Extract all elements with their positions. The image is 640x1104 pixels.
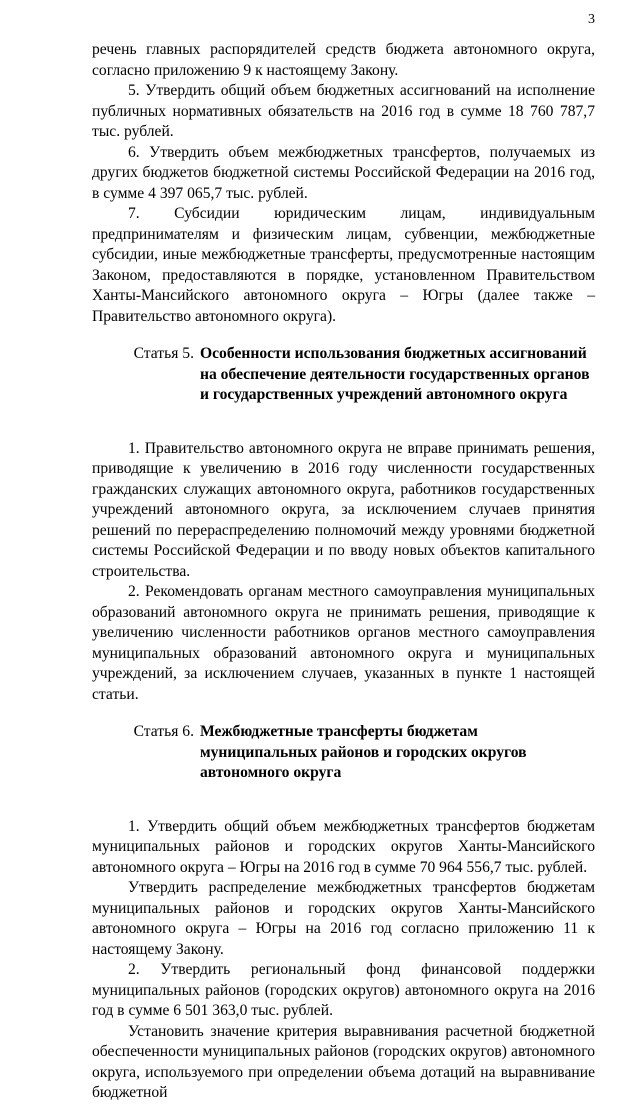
paragraph: 7. Субсидии юридическим лицам, индивидуальным предпринимателям и физическим лицам, субвенции, межбюджетные субсидии, иные межбюджетные трансферты, предусмотренные настоящим Законом, предоставляются в порядке, установленном Правительством Ханты-Мансийского автономного округа – Югры (далее также – Правительство автономного округа). <box>92 205 595 325</box>
paragraph: 2. Утвердить региональный фонд финансовой поддержки муниципальных районов (городских округов) автономного округа на 2016 год в сумме 6 501 363,0 тыс. рублей. <box>92 961 595 1019</box>
paragraph: 1. Правительство автономного округа не вправе принимать решения, приводящие к увеличению в 2016 году численности государственных гражданских служащих автономного округа, работников государственных учреждений автономного округа, за исключением случаев принятия решений по перераспределению полномочий между уровнями бюджетной системы Российской Федерации и по вводу новых объектов капитального строительства. <box>92 439 595 580</box>
paragraph: Установить значение критерия выравнивания расчетной бюджетной обеспеченности муниципальных районов (городских округов) автономного округа, используемого при определении объема дотаций на выравнивание бюджетной <box>92 1022 595 1101</box>
paragraph: 2. Рекомендовать органам местного самоуправления муниципальных образований автономного округа не принимать решения, приводящие к увеличению численности работников органов местного самоуправления муниципальных образований автономного округа и муниципальных учреждений, за исключением случаев, указанных в пункте 1 настоящей статьи. <box>92 583 595 703</box>
paragraph: 6. Утвердить объем межбюджетных трансфертов, получаемых из других бюджетов бюджетной системы Российской Федерации на 2016 год, в сумме 4 397 065,7 тыс. рублей. <box>92 143 595 202</box>
article-5-heading <box>92 344 595 406</box>
page-number: 3 <box>588 12 595 27</box>
article-title: Межбюджетные трансферты бюджетам муниципальных районов и городских округов автономного округа <box>200 723 527 781</box>
document-body <box>92 40 595 1104</box>
paragraph: речень главных распорядителей средств бюджета автономного округа, согласно приложению 9 к настоящему Закону. <box>92 41 595 79</box>
article-label: Статья 5. <box>133 345 194 362</box>
article-label: Статья 6. <box>133 723 194 740</box>
article-6-heading <box>92 722 595 784</box>
paragraph: Утвердить распределение межбюджетных трансфертов бюджетам муниципальных районов и городских округов Ханты-Мансийского автономного округа – Югры на 2016 год согласно приложению 11 к настоящему Закону. <box>92 879 595 958</box>
article-title: Особенности использования бюджетных ассигнований на обеспечение деятельности государственных органов и государственных учреждений автономного округа <box>200 345 590 403</box>
paragraph: 5. Утвердить общий объем бюджетных ассигнований на исполнение публичных нормативных обязательств на 2016 год в сумме 18 760 787,7 тыс. рублей. <box>92 82 595 140</box>
paragraph: 1. Утвердить общий объем межбюджетных трансфертов бюджетам муниципальных районов и городских округов Ханты-Мансийского автономного округа – Югры на 2016 год в сумме 70 964 556,7 тыс. рублей. <box>92 817 595 876</box>
